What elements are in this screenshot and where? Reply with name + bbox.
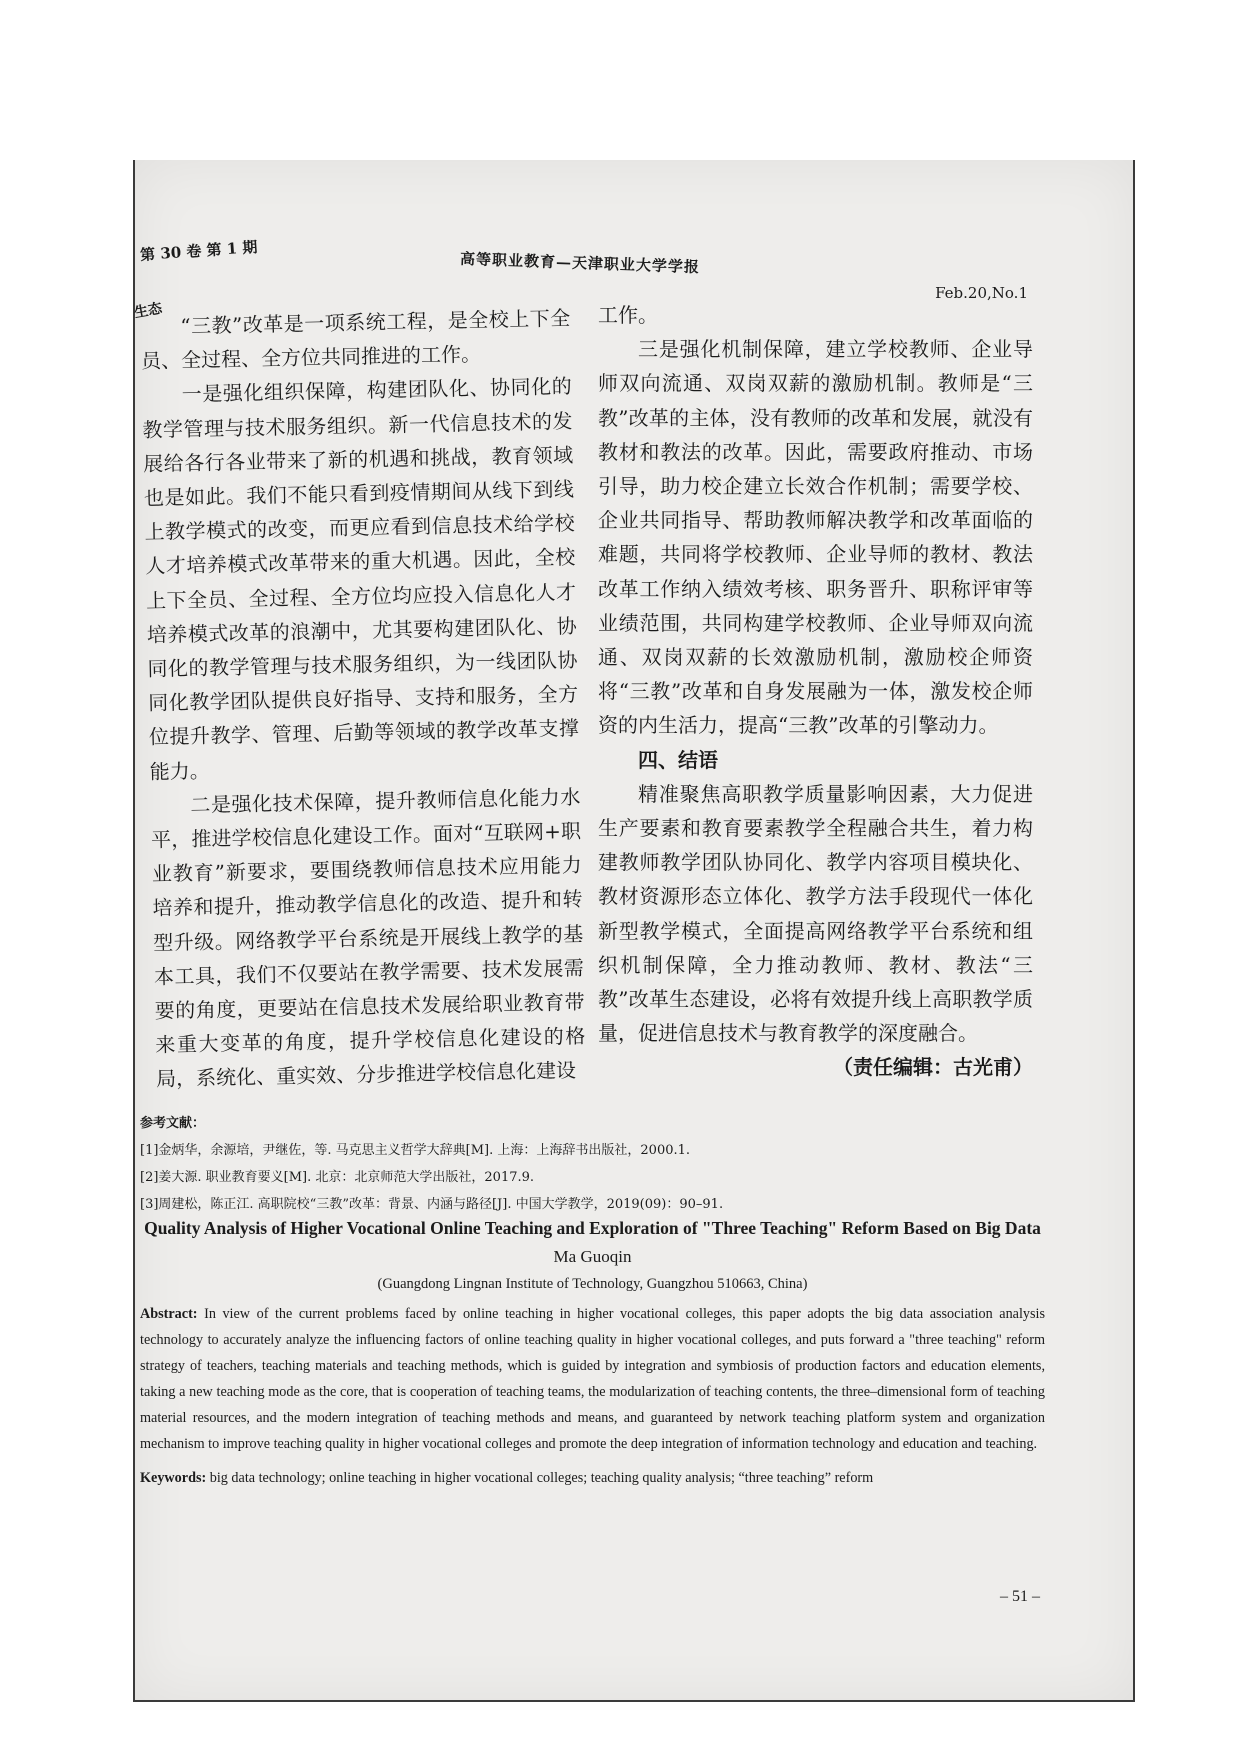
- english-abstract: [140, 1301, 1045, 1457]
- issue-label: 第 30 卷 第 1 期: [139, 237, 258, 265]
- paragraph: “三教”改革是一项系统工程，是全校上下全员、全过程、全方位共同推进的工作。: [140, 305, 571, 374]
- references-title: 参考文献：: [140, 1116, 206, 1131]
- paragraph-continuation: 工作。: [598, 303, 658, 327]
- paragraph: 一是强化组织保障，构建团队化、协同化的教学管理与技术服务组织。新一代信息技术的发展给各行各业带来了新的机遇和挑战，教育领域也是如此。我们不能只看到疫情期间从线下到线上教学模式的改变，而更应看到信息技术给学校人才培养模式改革带来的重大机遇。因此，全校上下全员、全过程、全方位均应投入信息化人才培养模式改革的浪潮中，尤其要构建团队化、协同化的教学管理与技术服务组织，为一线团队协同化教学团队提供良好指导、支持和服务，全方位提升教学、管理、后勤等领域的教学改革支撑能力。: [142, 374, 580, 784]
- page-number: – 51 –: [1000, 1588, 1040, 1605]
- right-column: [598, 298, 1033, 1085]
- keywords-label: Keywords:: [140, 1470, 207, 1486]
- english-title: Quality Analysis of Higher Vocational Online Teaching and Exploration of "Three Teaching" Reform Based on Big Data: [144, 1218, 1041, 1238]
- paragraph: 精准聚焦高职教学质量影响因素，大力促进生产要素和教育要素教学全程融合共生，着力构建教师教学团队协同化、教学内容项目模块化、教材资源形态立体化、教学方法手段现代一体化新型教学模式，全面提高网络教学平台系统和组织机制保障，全力推动教师、教材、教法“三教”改革生态建设，必将有效提升线上高职教学质量，促进信息技术与教育教学的深度融合。: [598, 781, 1033, 1046]
- issue-date: Feb.20,No.1: [935, 284, 1028, 302]
- running-header: [139, 237, 1040, 302]
- keywords-text: big data technology; online teaching in higher vocational colleges; teaching quality analysis; “three teaching” reform: [209, 1470, 874, 1486]
- section-heading: 四、结语: [638, 747, 718, 772]
- english-affiliation: (Guangdong Lingnan Institute of Technology, Guangzhou 510663, China): [377, 1276, 808, 1292]
- paragraph: 二是强化技术保障，提升教师信息化能力水平，推进学校信息化建设工作。面对“互联网+职业教育”新要求，要围绕教师信息技术应用能力培养和提升，推动教学信息化的改造、提升和转型升级。网络教学平台系统是开展线上教学的基本工具，我们不仅要站在教学需要、技术发展需要的角度，更要站在信息技术发展给职业教育带来重大变革的角度，提升学校信息化建设的格局，系统化、重实效、分步推进学校信息化建设: [150, 784, 586, 1092]
- paragraph: 三是强化机制保障，建立学校教师、企业导师双向流通、双岗双薪的激励机制。教师是“三教”改革的主体，没有教师的改革和发展，就没有教材和教法的改革。因此，需要政府推动、市场引导，助力校企建立长效合作机制；需要学校、企业共同指导、帮助教师解决教学和改革面临的难题，共同将学校教师、企业导师的教材、教法改革工作纳入绩效考核、职务晋升、职称评审等业绩范围，共同构建学校教师、企业导师双向流通、双岗双薪的长效激励机制，激励校企师资将“三教”改革和自身发展融为一体，激发校企师资的内生活力，提高“三教”改革的引擎动力。: [598, 337, 1033, 738]
- reference-item: [1]金炳华，余源培，尹继佐，等. 马克思主义哲学大辞典[M]. 上海：上海辞书出版社，2000.1.: [140, 1143, 691, 1158]
- english-keywords: [140, 1465, 1045, 1491]
- english-abstract-block: [140, 1215, 1045, 1491]
- english-author: Ma Guoqin: [553, 1247, 632, 1266]
- journal-name: 高等职业教育—天津职业大学学报: [459, 249, 701, 277]
- abstract-text: In view of the current problems faced by online teaching in higher vocational colleges, this paper adopts the big data association analysis technology to accurately analyze the influencing factors of online teaching quality in higher vocational colleges, and puts forward a "three teaching" reform strategy of teachers, teaching materials and teaching methods, which is guided by integration and symbiosis of production factors and education elements, taking a new teaching mode as the core, that is cooperation of teaching teams, the modularization of teaching contents, the three–dimensional form of teaching material resources, and the modern integration of teaching methods and means, and guaranteed by network teaching platform system and organization mechanism to improve teaching quality in higher vocational colleges and promote the deep integration of information technology and education and teaching.: [140, 1306, 1045, 1452]
- section-tag: 生态: [132, 300, 164, 322]
- responsible-editor: （责任编辑：古光甫）: [833, 1055, 1033, 1080]
- abstract-label: Abstract:: [140, 1306, 198, 1322]
- references: [140, 1110, 760, 1218]
- reference-item: [2]姜大源. 职业教育要义[M]. 北京：北京师范大学出版社，2017.9.: [140, 1170, 535, 1185]
- reference-item: [3]周建松，陈正江. 高职院校“三教”改革：背景、内涵与路径[J]. 中国大学教学，2019(09)：90–91.: [140, 1197, 724, 1212]
- left-column: [140, 301, 586, 1097]
